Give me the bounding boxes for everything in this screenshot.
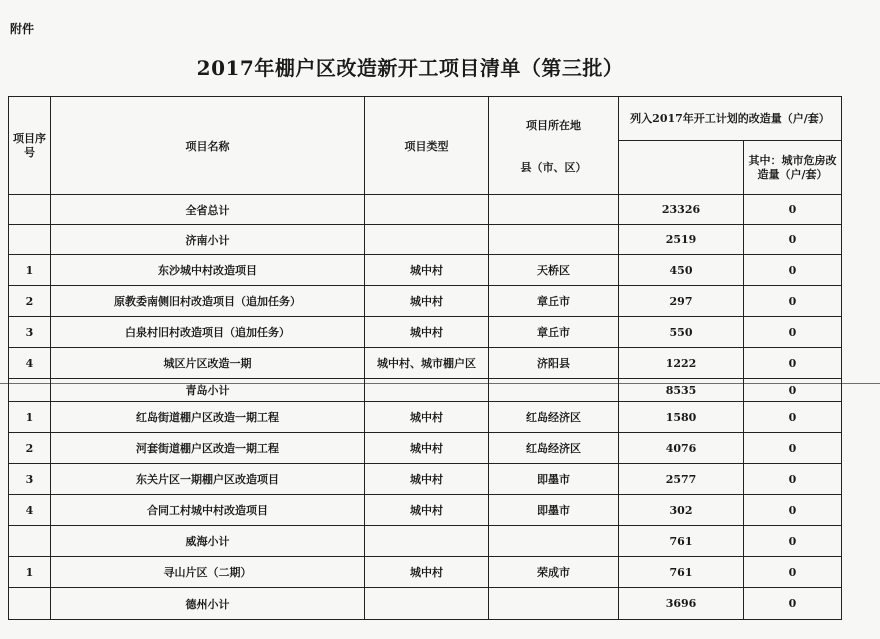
row-type <box>365 526 489 557</box>
row-type: 城中村 <box>365 317 489 348</box>
table-row <box>9 286 842 317</box>
row-danger: 0 <box>744 402 842 433</box>
row-danger: 0 <box>744 557 842 588</box>
row-planned: 761 <box>619 557 744 588</box>
row-type <box>365 379 489 402</box>
row-index: 1 <box>9 402 51 433</box>
row-index: 3 <box>9 317 51 348</box>
project-list-table <box>8 96 842 620</box>
row-location <box>489 225 619 255</box>
row-danger: 0 <box>744 464 842 495</box>
row-type: 城中村 <box>365 557 489 588</box>
row-danger: 0 <box>744 255 842 286</box>
row-location: 即墨市 <box>489 464 619 495</box>
table-row <box>9 433 842 464</box>
subtotal-row <box>9 588 842 620</box>
row-name: 河套街道棚户区改造一期工程 <box>51 433 365 464</box>
row-planned: 1580 <box>619 402 744 433</box>
row-index <box>9 588 51 620</box>
row-type: 城中村 <box>365 402 489 433</box>
table-row <box>9 464 842 495</box>
row-type: 城中村、城市棚户区 <box>365 348 489 379</box>
row-name: 济南小计 <box>51 225 365 255</box>
row-planned: 4076 <box>619 433 744 464</box>
header-location <box>489 97 619 195</box>
row-danger: 0 <box>744 495 842 526</box>
row-name: 威海小计 <box>51 526 365 557</box>
subtotal-row <box>9 379 842 402</box>
subtotal-row <box>9 225 842 255</box>
row-type <box>365 225 489 255</box>
row-planned: 302 <box>619 495 744 526</box>
row-planned: 2577 <box>619 464 744 495</box>
row-name: 寻山片区（二期） <box>51 557 365 588</box>
row-planned: 8535 <box>619 379 744 402</box>
row-type: 城中村 <box>365 464 489 495</box>
row-index: 2 <box>9 433 51 464</box>
header-type: 项目类型 <box>365 97 489 195</box>
header-index: 项目序号 <box>9 97 51 195</box>
table-row <box>9 402 842 433</box>
row-planned: 1222 <box>619 348 744 379</box>
row-name: 城区片区改造一期 <box>51 348 365 379</box>
row-location: 章丘市 <box>489 317 619 348</box>
row-planned: 550 <box>619 317 744 348</box>
row-name: 白泉村旧村改造项目（追加任务） <box>51 317 365 348</box>
row-location: 荣成市 <box>489 557 619 588</box>
row-name: 合同工村城中村改造项目 <box>51 495 365 526</box>
total-row <box>9 195 842 225</box>
row-index: 1 <box>9 557 51 588</box>
row-index: 2 <box>9 286 51 317</box>
document-title: 2017年棚户区改造新开工项目清单（第三批） <box>196 56 624 80</box>
row-index: 4 <box>9 495 51 526</box>
header-danger: 其中：城市危房改造量（户/套） <box>744 141 842 195</box>
row-danger: 0 <box>744 225 842 255</box>
row-index <box>9 225 51 255</box>
header-planned: 列入2017年开工计划的改造量（户/套） <box>619 97 842 141</box>
row-name: 全省总计 <box>51 195 365 225</box>
header-location-bottom: 县（市、区） <box>520 160 587 174</box>
row-name: 红岛街道棚户区改造一期工程 <box>51 402 365 433</box>
row-planned: 297 <box>619 286 744 317</box>
attachment-label: 附件 <box>10 22 35 36</box>
row-danger: 0 <box>744 317 842 348</box>
row-location: 红岛经济区 <box>489 402 619 433</box>
row-type: 城中村 <box>365 286 489 317</box>
row-type: 城中村 <box>365 255 489 286</box>
row-type <box>365 195 489 225</box>
row-name: 青岛小计 <box>51 379 365 402</box>
row-index: 1 <box>9 255 51 286</box>
table-row <box>9 557 842 588</box>
row-planned: 23326 <box>619 195 744 225</box>
row-index: 4 <box>9 348 51 379</box>
header-name: 项目名称 <box>51 97 365 195</box>
row-name: 东沙城中村改造项目 <box>51 255 365 286</box>
row-location <box>489 195 619 225</box>
header-location-top: 项目所在地 <box>526 118 581 132</box>
row-type: 城中村 <box>365 495 489 526</box>
row-danger: 0 <box>744 588 842 620</box>
row-planned: 761 <box>619 526 744 557</box>
row-location: 济阳县 <box>489 348 619 379</box>
row-danger: 0 <box>744 286 842 317</box>
row-planned: 450 <box>619 255 744 286</box>
row-index <box>9 526 51 557</box>
row-index <box>9 379 51 402</box>
row-danger: 0 <box>744 348 842 379</box>
row-danger: 0 <box>744 526 842 557</box>
subtotal-row <box>9 526 842 557</box>
table-row <box>9 255 842 286</box>
row-name: 德州小计 <box>51 588 365 620</box>
row-location: 章丘市 <box>489 286 619 317</box>
header-planned-blank <box>619 141 744 195</box>
row-danger: 0 <box>744 433 842 464</box>
row-location: 天桥区 <box>489 255 619 286</box>
row-name: 原教委南侧旧村改造项目（追加任务） <box>51 286 365 317</box>
row-planned: 3696 <box>619 588 744 620</box>
row-index: 3 <box>9 464 51 495</box>
row-index <box>9 195 51 225</box>
row-type: 城中村 <box>365 433 489 464</box>
row-danger: 0 <box>744 195 842 225</box>
row-danger: 0 <box>744 379 842 402</box>
row-planned: 2519 <box>619 225 744 255</box>
row-location: 即墨市 <box>489 495 619 526</box>
row-location <box>489 379 619 402</box>
row-name: 东关片区一期棚户区改造项目 <box>51 464 365 495</box>
table-row <box>9 348 842 379</box>
row-location <box>489 526 619 557</box>
table-row <box>9 495 842 526</box>
table-row <box>9 317 842 348</box>
row-location <box>489 588 619 620</box>
row-location: 红岛经济区 <box>489 433 619 464</box>
row-type <box>365 588 489 620</box>
